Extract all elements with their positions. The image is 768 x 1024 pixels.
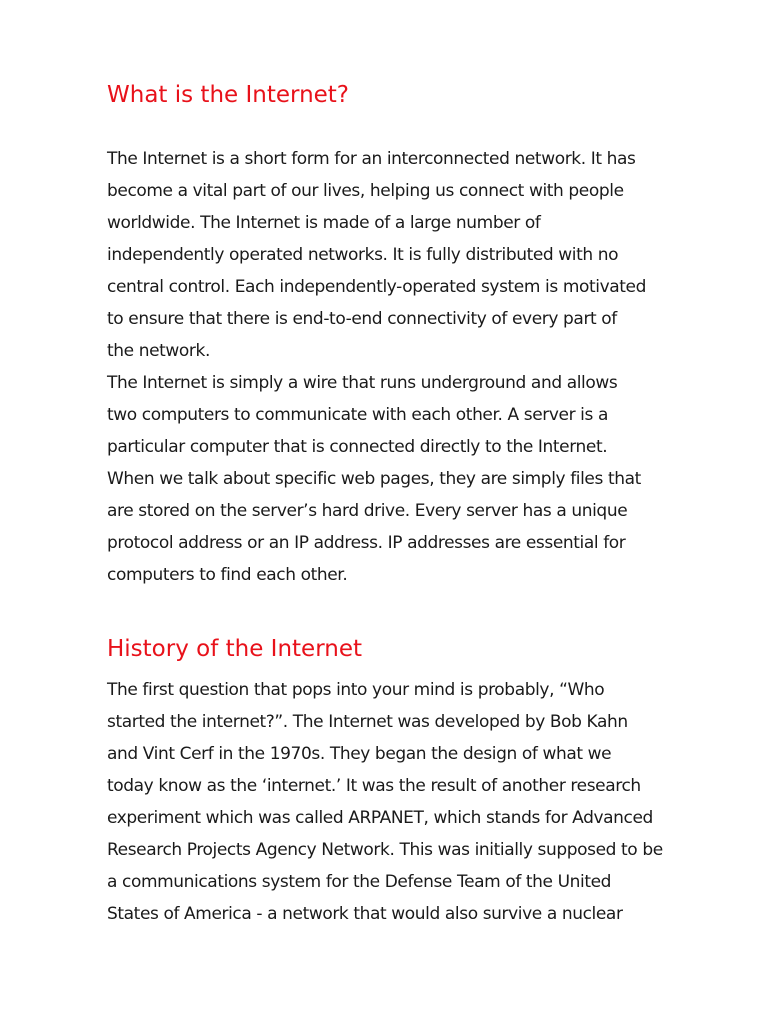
paragraph-history [107,674,737,930]
text-line: the network. [107,341,210,361]
text-line: States of America - a network that would also survive a nuclear [107,904,623,924]
section-heading-history: History of the Internet [107,636,362,662]
text-line: The Internet is simply a wire that runs underground and allows [107,373,618,393]
text-line: The first question that pops into your mind is probably, “Who [107,680,605,700]
paragraph-internet-wire [107,367,737,591]
text-line: today know as the ‘internet.’ It was the result of another research [107,776,641,796]
text-line: and Vint Cerf in the 1970s. They began the design of what we [107,744,612,764]
text-line: become a vital part of our lives, helping us connect with people [107,181,624,201]
text-line: a communications system for the Defense Team of the United [107,872,612,892]
text-line: central control. Each independently-operated system is motivated [107,277,646,297]
text-line: worldwide. The Internet is made of a large number of [107,213,541,233]
text-line: two computers to communicate with each other. A server is a [107,405,608,425]
text-line: experiment which was called ARPANET, which stands for Advanced [107,808,653,828]
text-line: The Internet is a short form for an interconnected network. It has [107,149,636,169]
text-line: independently operated networks. It is fully distributed with no [107,245,619,265]
text-line: Research Projects Agency Network. This was initially supposed to be [107,840,663,860]
text-line: computers to find each other. [107,565,348,585]
section-heading-what-is-internet: What is the Internet? [107,82,350,108]
text-line: protocol address or an IP address. IP addresses are essential for [107,533,626,553]
text-line: When we talk about specific web pages, they are simply files that [107,469,641,489]
text-line: to ensure that there is end-to-end connectivity of every part of [107,309,617,329]
text-line: are stored on the server’s hard drive. Every server has a unique [107,501,628,521]
paragraph-internet-definition [107,143,737,367]
text-line: started the internet?”. The Internet was developed by Bob Kahn [107,712,628,732]
text-line: particular computer that is connected directly to the Internet. [107,437,608,457]
